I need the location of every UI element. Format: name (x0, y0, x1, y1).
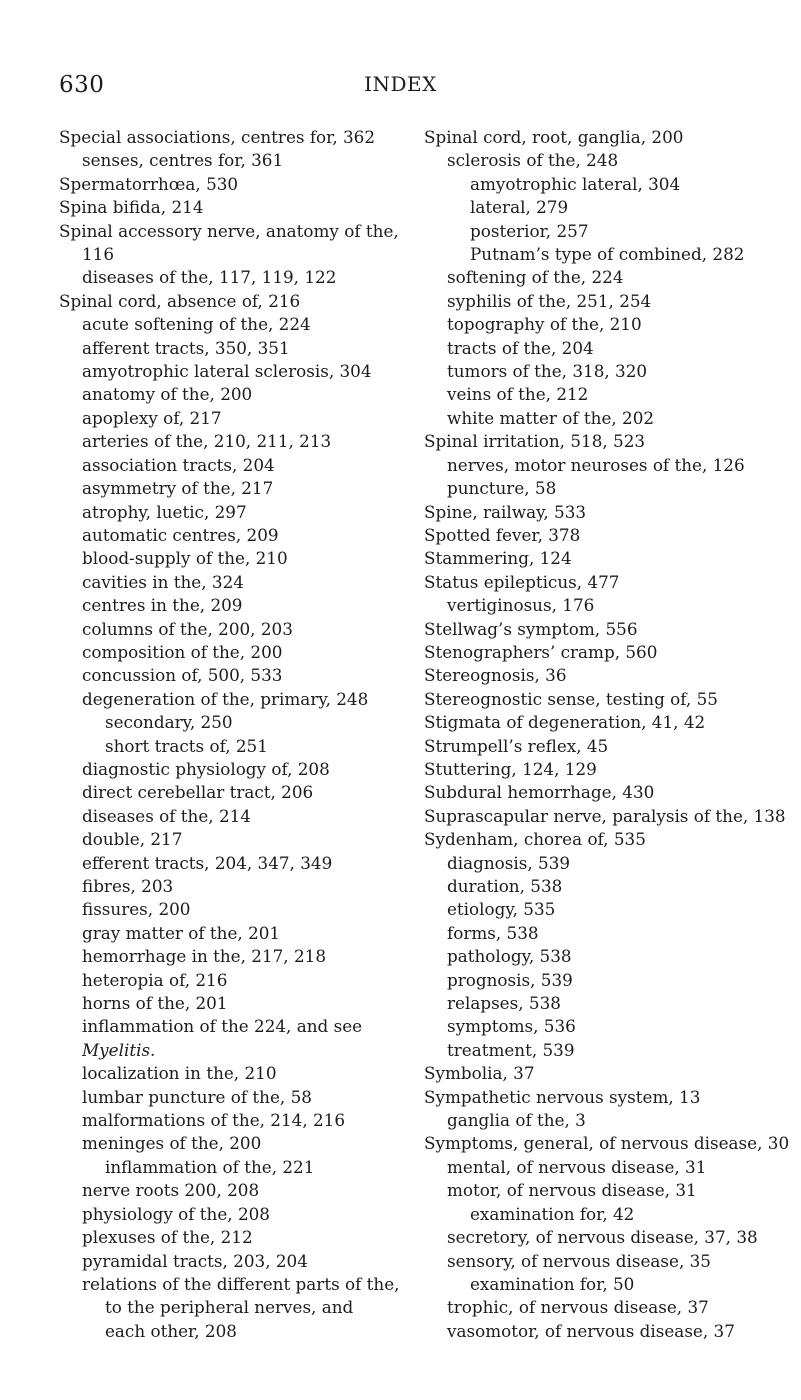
index-subentry: senses, centres for, 361 (82, 150, 284, 171)
index-subentry: horns of the, 201 (82, 993, 228, 1014)
index-subentry: afferent tracts, 350, 351 (82, 337, 290, 358)
index-subentry: posterior, 257 (470, 220, 589, 241)
running-head: INDEX (364, 72, 437, 96)
index-subentry: columns of the, 200, 203 (82, 618, 293, 639)
index-subentry: centres in the, 209 (82, 595, 243, 616)
index-subentry: tracts of the, 204 (447, 337, 594, 358)
index-entry: Subdural hemorrhage, 430 (424, 782, 655, 803)
index-subentry: diseases of the, 117, 119, 122 (82, 267, 337, 288)
index-subentry: hemorrhage in the, 217, 218 (82, 946, 327, 967)
index-subentry: symptoms, 536 (447, 1016, 576, 1037)
index-subentry: fissures, 200 (82, 899, 191, 920)
index-subentry: double, 217 (82, 829, 183, 850)
index-subentry: nerve roots 200, 208 (82, 1180, 260, 1201)
index-subentry: blood-supply of the, 210 (82, 548, 288, 569)
index-entry: Stenographers’ cramp, 560 (424, 641, 658, 662)
index-subentry: direct cerebellar tract, 206 (82, 782, 314, 803)
index-subentry: relations of the different parts of the, (82, 1273, 400, 1294)
index-subentry: asymmetry of the, 217 (82, 478, 274, 499)
index-entry: Special associations, centres for, 362 (59, 127, 376, 147)
index-subentry: relapses, 538 (447, 993, 561, 1014)
index-subentry: sensory, of nervous disease, 35 (447, 1250, 711, 1271)
index-subentry: Myelitis. (82, 1039, 156, 1060)
index-column-right (424, 126, 799, 1343)
index-subentry: vertiginosus, 176 (447, 595, 595, 616)
index-subentry: veins of the, 212 (447, 384, 589, 405)
index-subentry: syphilis of the, 251, 254 (447, 290, 652, 311)
index-entry: Status epilepticus, 477 (424, 571, 620, 592)
index-subentry: acute softening of the, 224 (82, 314, 311, 335)
index-subentry: gray matter of the, 201 (82, 922, 281, 943)
index-subentry: puncture, 58 (447, 478, 557, 499)
index-subentry: fibres, 203 (82, 876, 174, 896)
index-entry: Stuttering, 124, 129 (424, 758, 597, 779)
index-subentry: arteries of the, 210, 211, 213 (82, 431, 332, 452)
index-subentry: composition of the, 200 (82, 641, 283, 662)
index-subentry: physiology of the, 208 (82, 1203, 270, 1224)
index-subentry: amyotrophic lateral, 304 (470, 173, 681, 194)
index-subentry: amyotrophic lateral sclerosis, 304 (82, 361, 372, 382)
index-subentry: malformations of the, 214, 216 (82, 1110, 346, 1131)
index-subentry: duration, 538 (447, 876, 563, 896)
index-entry: Symptoms, general, of nervous disease, 30 (424, 1133, 790, 1154)
index-subentry: secondary, 250 (105, 712, 233, 733)
index-entry: Sydenham, chorea of, 535 (424, 829, 646, 850)
index-subentry: vasomotor, of nervous disease, 37 (447, 1320, 735, 1341)
index-subentry: prognosis, 539 (447, 969, 573, 990)
index-subentry: tumors of the, 318, 320 (447, 361, 648, 382)
index-subentry: to the peripheral nerves, and (105, 1297, 354, 1318)
index-entry: Stereognostic sense, testing of, 55 (424, 688, 718, 709)
index-subentry: plexuses of the, 212 (82, 1227, 253, 1248)
index-subentry: examination for, 42 (470, 1203, 635, 1224)
index-subentry: cavities in the, 324 (82, 571, 244, 592)
index-subentry: mental, of nervous disease, 31 (447, 1156, 707, 1177)
index-entry: Spine, railway, 533 (424, 501, 587, 522)
index-subentry: localization in the, 210 (82, 1063, 277, 1084)
index-subentry: short tracts of, 251 (105, 735, 268, 756)
index-subentry: meninges of the, 200 (82, 1133, 262, 1154)
index-subentry: diseases of the, 214 (82, 805, 251, 826)
index-subentry: lumbar puncture of the, 58 (82, 1086, 312, 1107)
index-subentry: heteropia of, 216 (82, 969, 228, 990)
index-column-left (59, 126, 404, 1343)
index-entry: Spermatorrhœa, 530 (59, 173, 239, 194)
index-subentry: motor, of nervous disease, 31 (447, 1180, 697, 1201)
index-subentry: concussion of, 500, 533 (82, 665, 283, 686)
index-entry: Symbolia, 37 (424, 1063, 535, 1084)
index-subentry: Putnam’s type of combined, 282 (470, 244, 745, 265)
index-subentry: topography of the, 210 (447, 314, 642, 335)
index-subentry: trophic, of nervous disease, 37 (447, 1297, 709, 1318)
index-entry: Sympathetic nervous system, 13 (424, 1086, 701, 1107)
index-entry: Spinal accessory nerve, anatomy of the, (59, 220, 399, 241)
index-subentry: degeneration of the, primary, 248 (82, 688, 369, 709)
index-subentry: etiology, 535 (447, 899, 556, 920)
index-subentry: white matter of the, 202 (447, 407, 655, 428)
index-subentry: automatic centres, 209 (82, 524, 279, 545)
index-entry: Spinal cord, root, ganglia, 200 (424, 127, 684, 147)
index-subentry: each other, 208 (105, 1320, 237, 1341)
index-subentry: treatment, 539 (447, 1039, 575, 1060)
index-subentry: softening of the, 224 (447, 267, 624, 288)
index-entry: Stellwag’s symptom, 556 (424, 618, 638, 639)
index-subentry: anatomy of the, 200 (82, 384, 253, 405)
index-entry: Stammering, 124 (424, 548, 572, 569)
index-subentry: ganglia of the, 3 (447, 1110, 586, 1131)
index-subentry: diagnostic physiology of, 208 (82, 758, 330, 779)
index-entry: Spinal irritation, 518, 523 (424, 431, 646, 452)
index-subentry: secretory, of nervous disease, 37, 38 (447, 1227, 758, 1248)
index-subentry: 116 (82, 244, 115, 265)
page-header (0, 72, 801, 104)
index-subentry: inflammation of the 224, and see (82, 1016, 363, 1037)
index-entry: Strumpell’s reflex, 45 (424, 735, 609, 756)
index-entry: Stereognosis, 36 (424, 665, 567, 686)
index-entry: Spinal cord, absence of, 216 (59, 290, 301, 311)
index-subentry: apoplexy of, 217 (82, 407, 222, 428)
index-subentry: association tracts, 204 (82, 454, 275, 475)
index-entry: Suprascapular nerve, paralysis of the, 138 (424, 805, 786, 826)
page-number: 630 (59, 72, 105, 98)
index-subentry: nerves, motor neuroses of the, 126 (447, 454, 745, 475)
index-subentry: pyramidal tracts, 203, 204 (82, 1250, 308, 1271)
index-entry: Spina bifida, 214 (59, 197, 204, 218)
index-subentry: forms, 538 (447, 922, 539, 943)
index-subentry: sclerosis of the, 248 (447, 150, 619, 171)
index-entry: Stigmata of degeneration, 41, 42 (424, 712, 706, 733)
index-subentry: efferent tracts, 204, 347, 349 (82, 852, 333, 873)
index-subentry: examination for, 50 (470, 1273, 635, 1294)
index-subentry: inflammation of the, 221 (105, 1156, 315, 1177)
index-entry: Spotted fever, 378 (424, 524, 581, 545)
index-subentry: atrophy, luetic, 297 (82, 501, 247, 522)
index-subentry: diagnosis, 539 (447, 852, 571, 873)
index-subentry: lateral, 279 (470, 197, 569, 218)
index-subentry: pathology, 538 (447, 946, 572, 967)
